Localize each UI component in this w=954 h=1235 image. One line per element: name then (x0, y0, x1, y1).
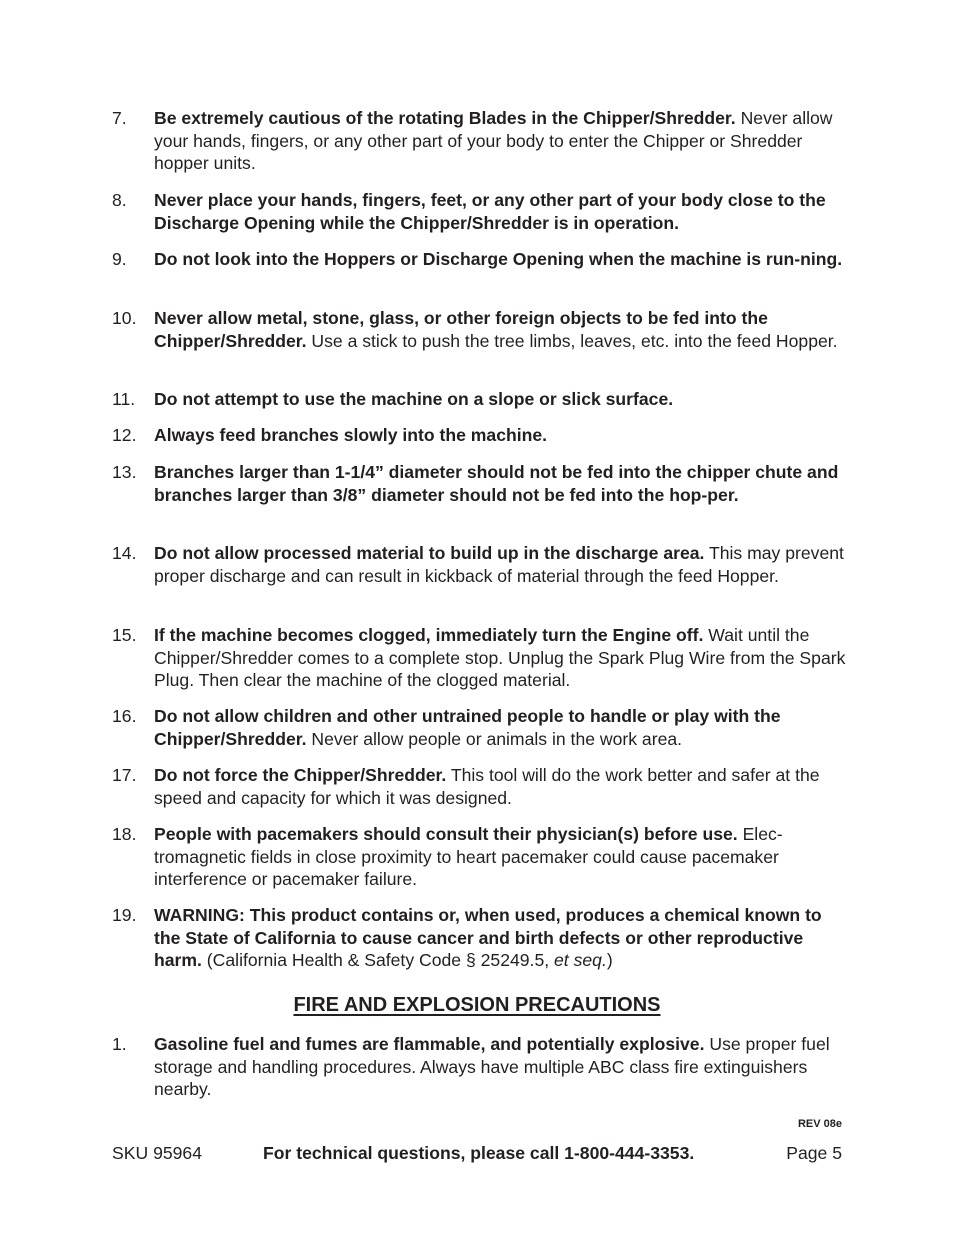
item-text (154, 705, 846, 750)
item-body-text: Wait until the Chipper/Shredder comes to a complete stop. Unplug the Spark Plug Wire from the Spark Plug. Then clear the machine of the clogged material. (154, 625, 846, 690)
item-number: 17. (112, 765, 137, 785)
item-bold-text: Be extremely cautious of the rotating Blades in the Chipper/Shredder. (154, 108, 736, 128)
revision-label: REV 08e (797, 1118, 842, 1130)
item-number: 8. (112, 190, 127, 210)
item-body-text: Use proper fuel storage and handling procedures. Always have multiple ABC class fire extinguishers nearby. (154, 1034, 830, 1099)
item-body-text: Use a stick to push the tree limbs, leaves, etc. into the feed Hopper. (306, 330, 838, 351)
item-bold-text: If the machine becomes clogged, immediately turn the Engine off. (154, 625, 704, 645)
support-phone-text: For technical questions, please call 1-800-444-3353. (263, 1143, 695, 1163)
item-number: 19. (112, 905, 137, 925)
item-number: 14. (112, 543, 137, 563)
item-text (154, 542, 846, 587)
item-text (154, 307, 846, 352)
item-bold-text: Do not allow processed material to build up in the discharge area. (154, 543, 705, 563)
item-number: 16. (112, 706, 137, 726)
item-number: 10. (112, 308, 137, 328)
item-bold-text: Do not attempt to use the machine on a slope or slick surface. (154, 389, 674, 409)
item-body-text: (California Health & Safety Code § 25249.5, (201, 950, 555, 970)
item-text (154, 624, 846, 692)
item-body-text: Elec-tromagnetic fields in close proximity to heart pacemaker could cause pacemaker interference or pacemaker failure. (154, 824, 783, 889)
section-heading-text: FIRE AND EXPLOSION PRECAUTIONS (293, 994, 661, 1016)
item-italic-text: et seq. (554, 950, 607, 970)
item-body-text: Never allow people or animals in the work area. (306, 728, 683, 749)
item-text (154, 248, 846, 271)
item-bold-text: Branches larger than 1-1/4” diameter should not be fed into the chipper chute and branches larger than 3/8” diameter should not be fed into the hop-per. (154, 462, 839, 505)
item-bold-text: Do not force the Chipper/Shredder. (154, 765, 447, 785)
item-bold-text: Do not look into the Hoppers or Discharge Opening when the machine is run-ning. (154, 249, 843, 269)
item-number: 13. (112, 462, 137, 482)
item-number: 1. (112, 1034, 127, 1054)
item-bold-text: People with pacemakers should consult their physician(s) before use. (154, 824, 738, 844)
item-tail-text: ) (606, 950, 613, 970)
item-body-text: Never allow your hands, fingers, or any other part of your body to enter the Chipper or Shredder hopper units. (154, 108, 833, 173)
item-bold-text: Never allow metal, stone, glass, or other foreign objects to be fed into the Chipper/Shredder. (154, 308, 768, 351)
item-number: 9. (112, 249, 127, 269)
item-text (154, 823, 846, 891)
item-number: 18. (112, 824, 137, 844)
item-bold-text: Gasoline fuel and fumes are flammable, and potentially explosive. (154, 1034, 705, 1054)
item-body-text: This may prevent proper discharge and can result in kickback of material through the feed Hopper. (154, 543, 844, 586)
item-text (154, 461, 846, 506)
item-bold-text: WARNING: This product contains or, when used, produces a chemical known to the State of California to cause cancer and birth defects or other reproductive harm. (154, 905, 822, 970)
item-text (154, 107, 846, 175)
item-body-text: This tool will do the work better and safer at the speed and capacity for which it was designed. (154, 765, 820, 808)
item-bold-text: Do not allow children and other untrained people to handle or play with the Chipper/Shredder. (154, 706, 781, 749)
item-text (154, 424, 846, 447)
item-bold-text: Always feed branches slowly into the machine. (154, 425, 548, 445)
item-number: 11. (112, 389, 136, 409)
sku-number: SKU 95964 (112, 1143, 202, 1163)
item-bold-text: Never place your hands, fingers, feet, or any other part of your body close to the Discharge Opening while the Chipper/Shredder is in operation. (154, 190, 826, 233)
item-number: 12. (112, 425, 137, 445)
section-heading (0, 992, 954, 1018)
item-number: 15. (112, 625, 137, 645)
page-number: Page 5 (786, 1143, 842, 1163)
item-text (154, 904, 846, 972)
item-text (154, 1033, 846, 1101)
item-text (154, 189, 846, 234)
item-number: 7. (112, 108, 127, 128)
item-text (154, 388, 846, 411)
item-text (154, 764, 846, 809)
